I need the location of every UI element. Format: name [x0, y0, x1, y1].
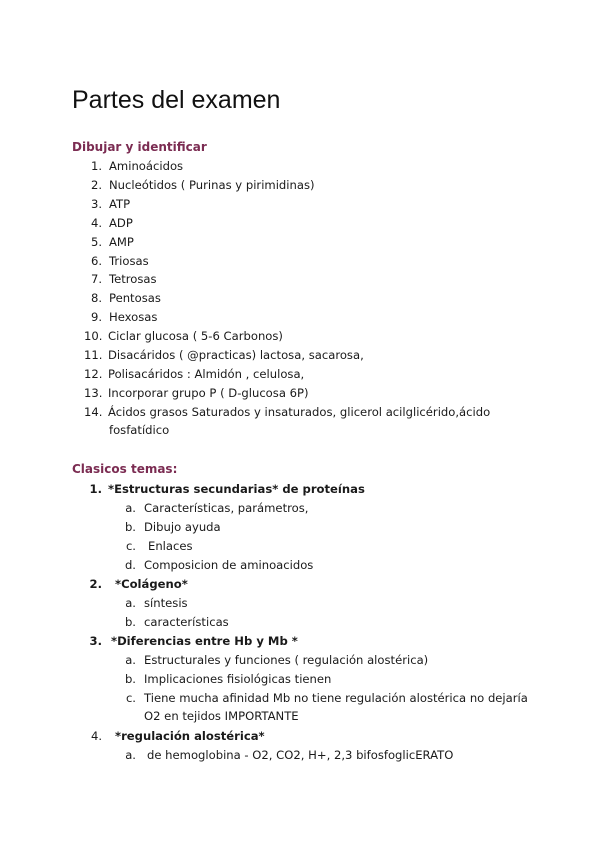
list-item-text: Aminoácidos: [109, 159, 184, 173]
sub-item-letter: a.: [125, 595, 136, 610]
sub-item-text: Tiene mucha afinidad Mb no tiene regulación alostérica no dejaría: [144, 690, 528, 705]
sub-item-letter: c.: [125, 538, 136, 553]
list-item-number: 1.: [90, 159, 102, 173]
topic-text: *Diferencias entre Hb y Mb *: [111, 634, 298, 648]
section-heading-dibujar: Dibujar y identificar: [72, 140, 207, 154]
sub-item-text: síntesis: [144, 595, 188, 610]
sub-item-letter: b.: [124, 614, 136, 629]
topic-text: *regulación alostérica*: [115, 729, 265, 743]
list-item-text: Ciclar glucosa ( 5-6 Carbonos): [108, 329, 283, 344]
list-item-text: ATP: [109, 196, 131, 211]
list-item-number: 11.: [84, 348, 103, 362]
list-item-text: Disacáridos ( @practicas) lactosa, sacarosa,: [108, 348, 364, 362]
sub-item-letter: b.: [124, 671, 136, 686]
sub-item-text: Características, parámetros,: [144, 500, 309, 515]
list-item-text: Tetrosas: [109, 272, 157, 287]
sub-item-text: Enlaces: [148, 538, 193, 553]
list-item-number: 14.: [84, 404, 103, 419]
list-item-text: Polisacáridos : Almidón , celulosa,: [108, 366, 305, 381]
list-item-number: 13.: [84, 385, 103, 400]
list-item-number: 10.: [84, 329, 103, 344]
sub-item-text: Implicaciones fisiológicas tienen: [144, 671, 332, 686]
page-title: Partes del examen: [72, 86, 281, 114]
list-item-text: AMP: [109, 234, 134, 249]
sub-item-text: Dibujo ayuda: [144, 519, 221, 534]
list-item-text-continued: fosfatídico: [109, 422, 170, 437]
sub-item-text: de hemoglobina - O2, CO2, H+, 2,3 bifosfoglicERATO: [147, 747, 454, 762]
list-item-text: Nucleótidos ( Purinas y pirimidinas): [109, 177, 315, 192]
list-item-number: 12.: [84, 366, 103, 381]
sub-item-text: Composicion de aminoacidos: [144, 557, 314, 572]
sub-item-letter: a.: [125, 652, 136, 667]
list-item-number: 2.: [90, 177, 102, 192]
list-item-text: Triosas: [109, 253, 149, 268]
list-item-text: Incorporar grupo P ( D-glucosa 6P): [108, 385, 309, 400]
topic-text: *Estructuras secundarias* de proteínas: [108, 482, 365, 496]
list-item-number: 9.: [90, 310, 102, 325]
sub-item-letter: c.: [125, 690, 136, 705]
list-item-number: 3.: [90, 196, 102, 211]
sub-item-letter: a.: [125, 747, 136, 762]
list-item-number: 7.: [90, 272, 102, 287]
sub-item-letter: a.: [125, 500, 136, 515]
topic-number: 4.: [90, 729, 102, 743]
topic-number: 3.: [89, 634, 102, 648]
list-item-number: 5.: [90, 234, 102, 249]
list-item-number: 6.: [90, 253, 102, 268]
list-item-number: 8.: [90, 291, 102, 306]
topic-text: *Colágeno*: [115, 577, 188, 591]
sub-item-letter: d.: [124, 557, 136, 572]
list-item-text: Ácidos grasos Saturados y insaturados, glicerol acilglicérido,ácido: [108, 404, 491, 419]
topic-number: 2.: [89, 577, 102, 591]
list-item-text: ADP: [109, 215, 133, 230]
sub-item-letter: b.: [124, 519, 136, 534]
sub-item-text-continued: O2 en tejidos IMPORTANTE: [144, 708, 299, 723]
topic-number: 1.: [89, 482, 102, 496]
section-heading-clasicos: Clasicos temas:: [72, 462, 178, 476]
sub-item-text: Estructurales y funciones ( regulación alostérica): [144, 652, 429, 667]
list-item-text: Hexosas: [109, 310, 158, 325]
list-item-number: 4.: [90, 215, 102, 230]
sub-item-text: características: [144, 614, 229, 629]
list-item-text: Pentosas: [109, 291, 161, 306]
